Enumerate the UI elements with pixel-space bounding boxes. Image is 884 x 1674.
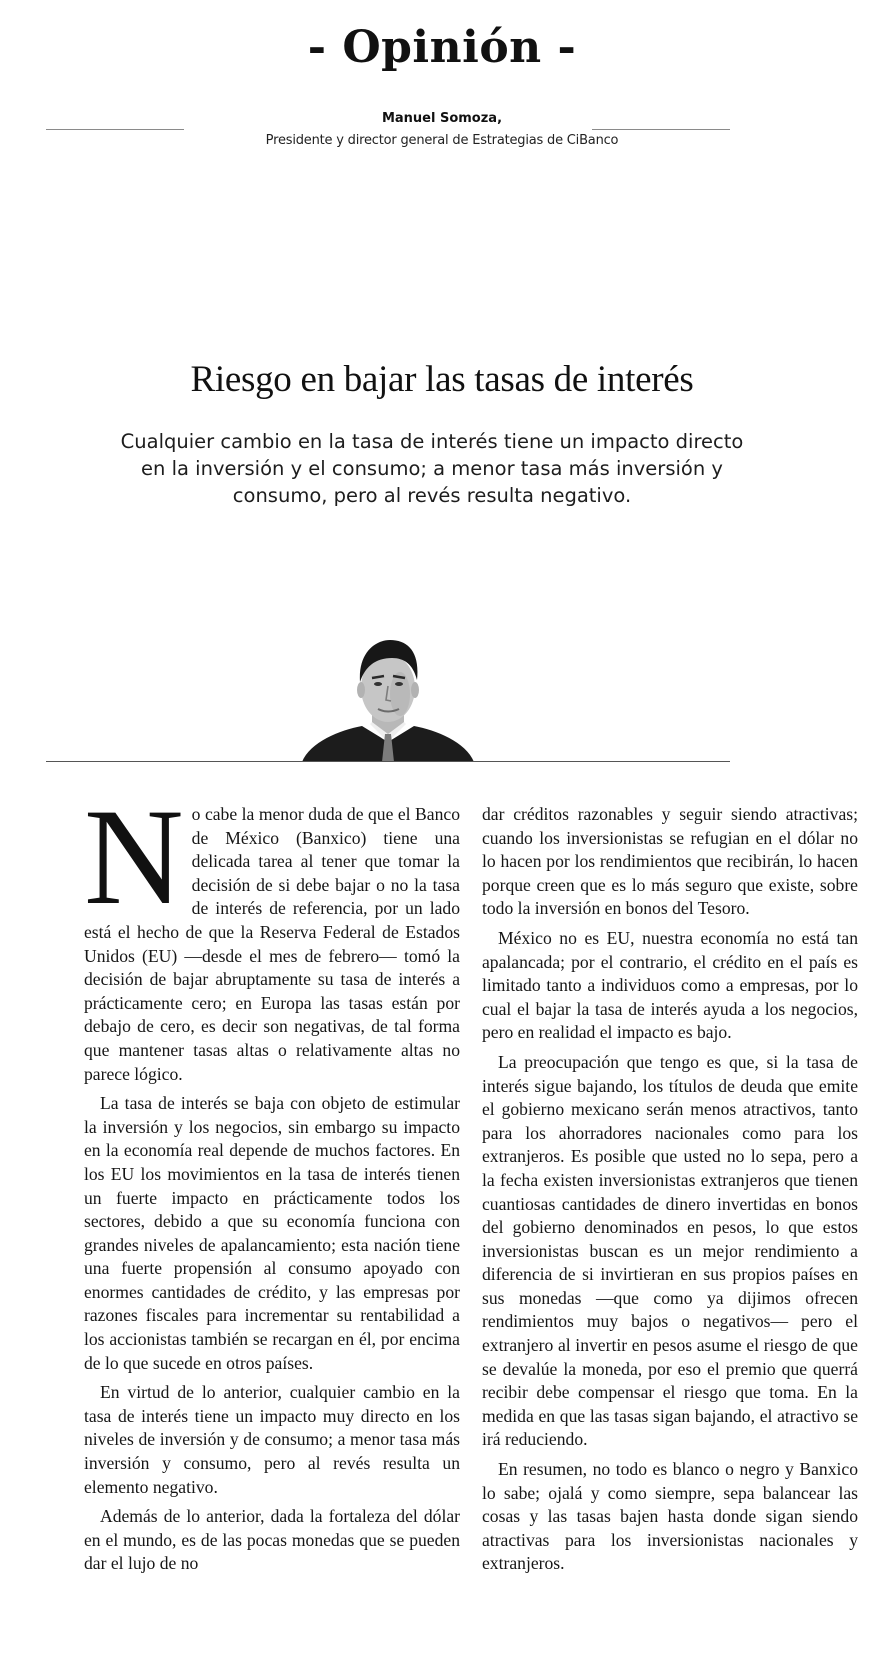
photo-divider-rule <box>46 761 730 762</box>
author-name: Manuel Somoza, <box>381 111 503 126</box>
article-column-1 <box>84 780 460 1582</box>
article-deck: Cualquier cambio en la tasa de interés tiene un impacto directo en la inversión y el consumo; a menor tasa más inversión y consumo, pero al revés resulta negativo. <box>120 430 744 507</box>
article-paragraph: En resumen, no todo es blanco o negro y Banxico lo sabe; ojalá y como siempre, sepa balancear las cosas y las tasas bajen hasta donde sigan siendo atractivas para los inversionistas nacionales y extranjeros. <box>482 1459 858 1574</box>
drop-cap: N <box>84 780 184 933</box>
paragraph-text: o cabe la menor duda de que el Banco de México (Banxico) tiene una delicada tarea al tener que tomar la decisión de si debe bajar o no la tasa de interés de referencia, por un lado está el hecho de que la Reserva Federal de Estados Unidos (EU) —desde el mes de febrero— tomó la decisión de bajar abruptamente su tasa de interés a prácticamente cero; en Europa las tasas están por debajo de cero, es decir son negativas, de tal forma que mantener tasas altas o relativamente altas no parece lógico. <box>84 804 460 1084</box>
author-role: Presidente y director general de Estrategias de CiBanco <box>265 133 619 148</box>
author-rule-left <box>46 129 184 130</box>
article-paragraph: La tasa de interés se baja con objeto de estimular la inversión y los negocios, sin embargo su impacto en la economía real depende de muchos factores. En los EU los movimientos en la tasa de interés tienen un fuerte impacto en prácticamente todos los sectores, debido a que su economía funciona con grandes niveles de apalancamiento; esta nación tiene una fuerte propensión al consumo apoyado con enormes cantidades de crédito, y las empresas por razones fiscales para incrementar su rentabilidad a los accionistas también se recargan en él, por encima de lo que sucede en otros países. <box>84 1093 460 1373</box>
article-paragraph: En virtud de lo anterior, cualquier cambio en la tasa de interés tiene un impacto muy directo en los niveles de inversión y de consumo; a menor tasa más inversión y consumo, pero al revés resulta un elemento negativo. <box>84 1382 460 1497</box>
article-paragraph: México no es EU, nuestra economía no está tan apalancada; por el contrario, el crédito en el país es limitado tanto a individuos como a empresas, por lo cual el bajar la tasa de interés ayuda a los negocios, pero en realidad el impacto es bajo. <box>482 927 858 1043</box>
article-column-2 <box>482 803 858 1582</box>
article-paragraph: dar créditos razonables y seguir siendo atractivas; cuando los inversionistas se refugian en el dólar no lo hacen por los rendimientos que recibirán, lo hacen porque creen que es lo más seguro que existe, sobre todo la inversión en bonos del Tesoro. <box>482 804 858 919</box>
article-paragraph: Además de lo anterior, dada la fortaleza del dólar en el mundo, es de las pocas monedas que se pueden dar el lujo de no <box>84 1506 460 1574</box>
article-paragraph: La preocupación que tengo es que, si la tasa de interés sigue bajando, los títulos de deuda que emite el gobierno mexicano serán menos atractivos, tanto para los ahorradores nacionales como para los extranjeros. Es posible que usted no lo sepa, pero a la fecha existen inversionistas extranjeros que tienen cuantiosas cantidades de dinero invertidas en bonos del gobierno denominados en pesos, lo que estos inversionistas buscan es un mejor rendimiento a diferencia de si invirtieran en sus propios países en sus monedas —que como ya dijimos ofrecen rendimientos muy bajos o negativos— pero el extranjero al invertir en pesos asume el riesgo de que se devalúe la moneda, por eso el premio que querrá recibir debe compensar el riesgo que toma. En la medida en que las tasas sigan bajando, el atractivo se irá reduciendo. <box>482 1051 858 1450</box>
article-paragraph <box>84 780 460 1086</box>
section-header: - Opinión - <box>307 22 577 73</box>
author-rule-right <box>592 129 730 130</box>
article-headline: Riesgo en bajar las tasas de interés <box>190 359 694 400</box>
author-photo <box>300 638 476 762</box>
